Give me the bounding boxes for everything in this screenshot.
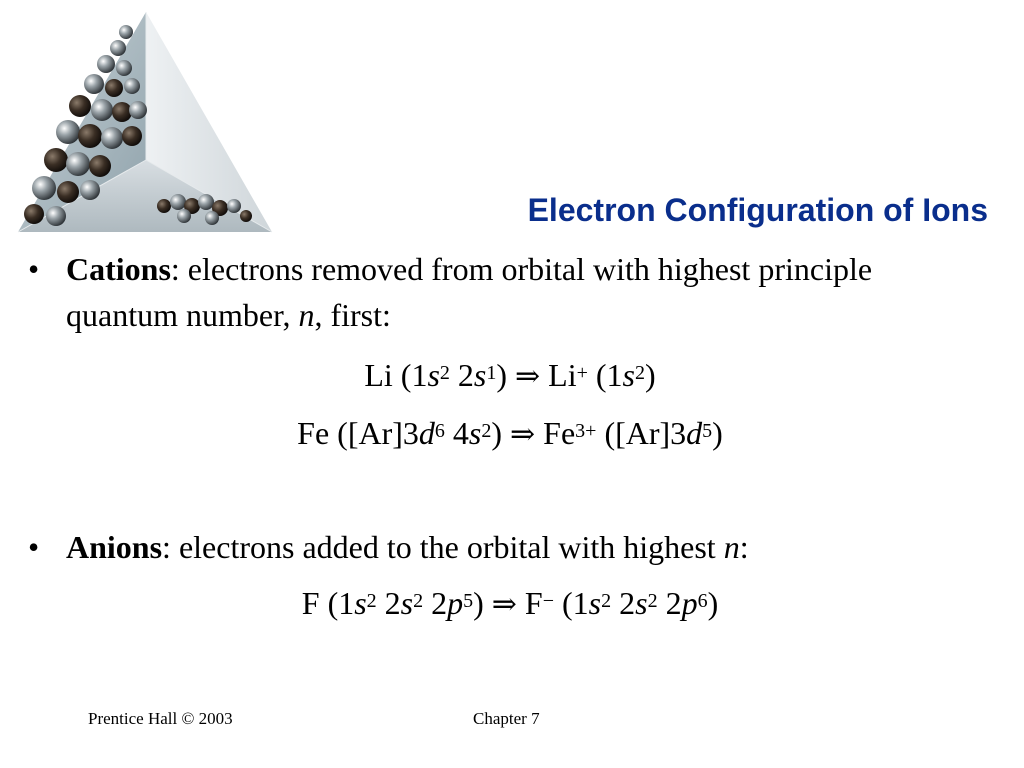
bullet-cations xyxy=(28,246,988,338)
footer-copyright: Prentice Hall © 2003 xyxy=(88,709,233,728)
equation-lithium: Li ($1s^2$ $2s^1$) ⇒ Li+ $(1s^2)$ xyxy=(364,357,656,394)
quantum-number-symbol: n xyxy=(723,529,740,565)
footer-chapter: Chapter 7 xyxy=(473,709,540,728)
bullet-term: Cations xyxy=(66,251,171,287)
bullet-marker: • xyxy=(28,251,40,287)
bullet-body: : electrons removed from orbital with highest principle quantum number, xyxy=(66,251,873,333)
implies-arrow-icon: ⇒ xyxy=(515,359,541,394)
bullet-anions xyxy=(28,524,988,570)
bullet-body-end: : xyxy=(739,529,749,565)
quantum-number-symbol: n xyxy=(298,297,315,333)
equation-fluorine: F ($1s^2$ $2s^2$ $2p^5$) ⇒ F− ($1s^2$ $2s^2$ $2p^6$) xyxy=(301,585,719,622)
pyramid-molecule-logo xyxy=(14,10,276,236)
implies-arrow-icon: ⇒ xyxy=(510,417,536,452)
bullet-body: : electrons added to the orbital with highest xyxy=(162,529,724,565)
bullet-term: Anions xyxy=(66,529,163,565)
equation-iron: Fe ($[Ar]3d^6$ $4s^2$) ⇒ $Fe^{3+}$ $([Ar]3d^5)$ xyxy=(297,415,723,452)
slide-title: Electron Configuration of Ions xyxy=(527,192,988,228)
bullet-text xyxy=(66,246,988,338)
bullet-text xyxy=(66,524,988,570)
bullet-body-end: , first: xyxy=(314,297,391,333)
implies-arrow-icon: ⇒ xyxy=(491,587,517,622)
bullet-marker: • xyxy=(28,529,40,565)
